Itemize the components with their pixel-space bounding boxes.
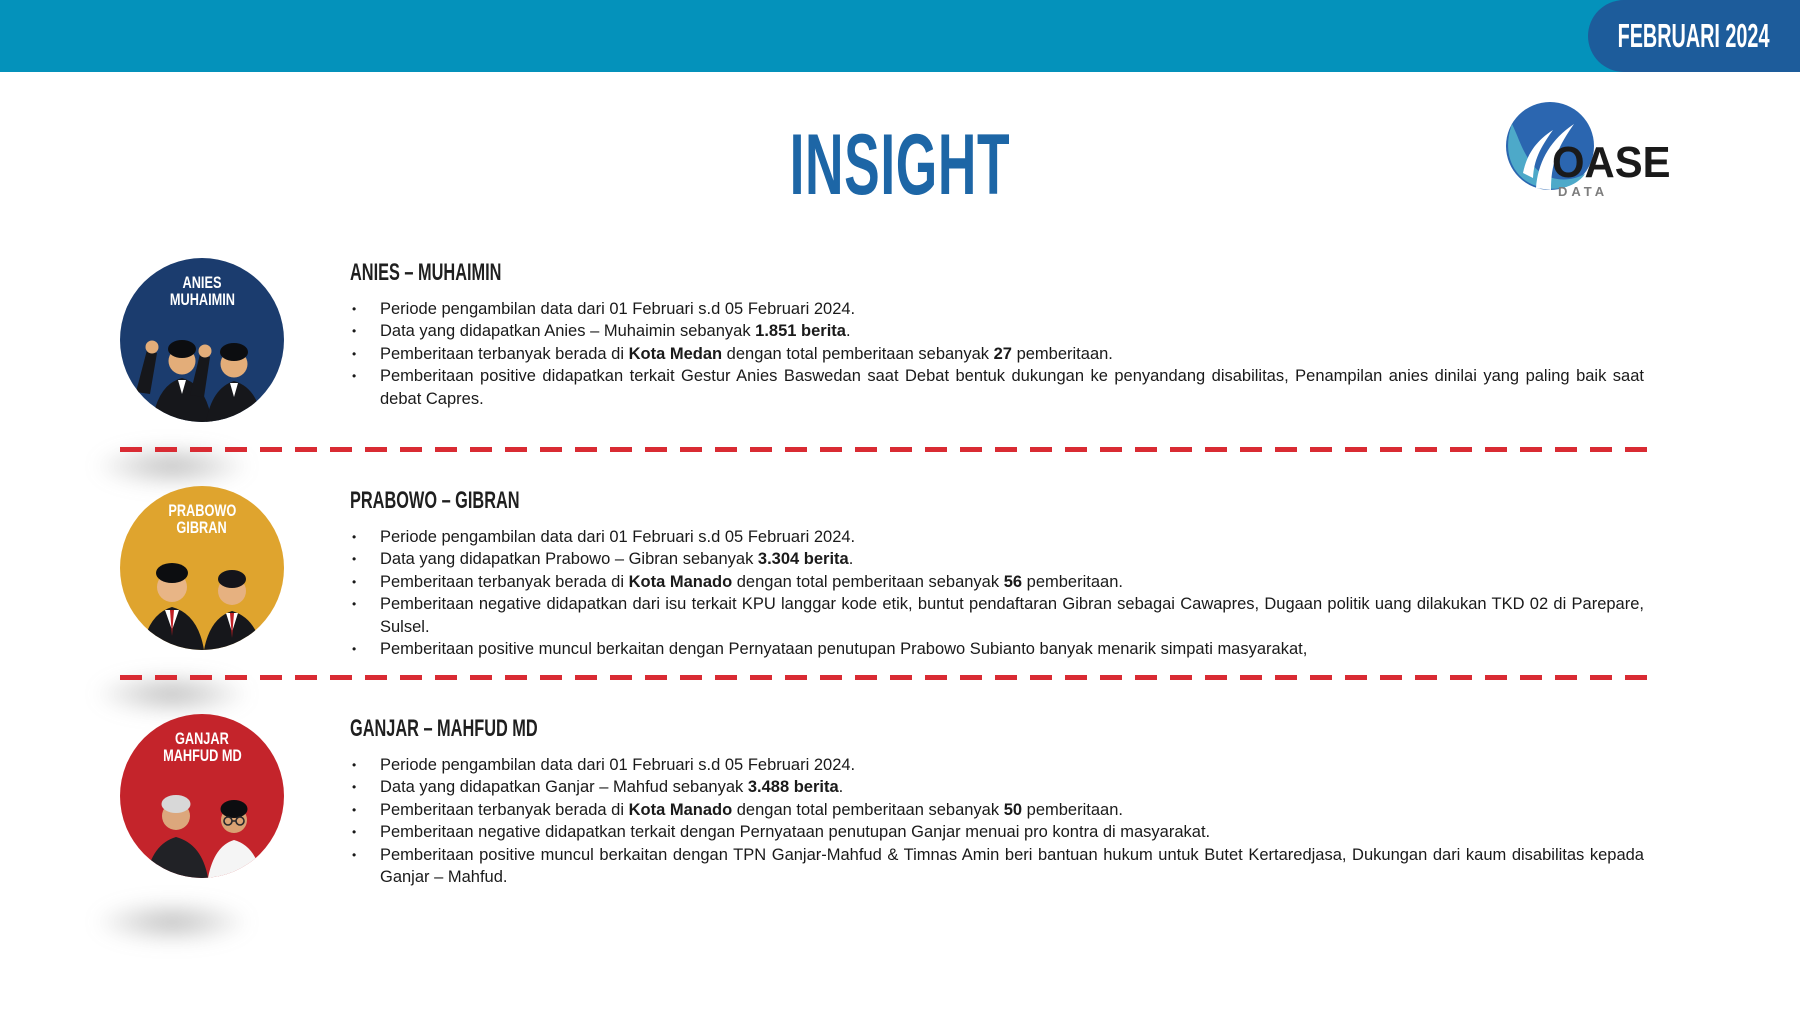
avatar-shadow	[92, 900, 252, 944]
insight-bullet: • Data yang didapatkan Anies – Muhaimin sebanyak 1.851 berita.	[352, 322, 851, 341]
oase-logo	[1506, 100, 1706, 210]
logo-name: OASE	[1552, 138, 1671, 187]
insight-bullet: • Pemberitaan terbanyak berada di Kota Manado dengan total pemberitaan sebanyak 50 pemberitaan.	[352, 800, 1123, 819]
insight-bullet-list	[352, 526, 1644, 660]
month-badge-label: FEBRUARI 2024	[1618, 17, 1770, 54]
prabowo-gibran-photo	[120, 486, 284, 650]
insight-bullet: • Data yang didapatkan Ganjar – Mahfud sebanyak 3.488 berita.	[352, 778, 844, 797]
insight-bullet-list	[352, 754, 1644, 888]
insight-bullet: • Pemberitaan negative didapatkan terkait dengan Pernyataan penutupan Ganjar menuai pro kontra di masyarakat.	[352, 823, 1211, 842]
candidate-heading: ANIES – MUHAIMIN	[350, 259, 502, 286]
ganjar-mahfud-photo	[120, 714, 284, 878]
candidate-heading: PRABOWO – GIBRAN	[350, 487, 520, 514]
insight-bullet: • Pemberitaan terbanyak berada di Kota Manado dengan total pemberitaan sebanyak 56 pemberitaan.	[352, 572, 1123, 591]
dashed-separator	[120, 447, 1657, 452]
insight-bullet: • Pemberitaan positive muncul berkaitan dengan TPN Ganjar-Mahfud & Timnas Amin beri bantuan hukum untuk Butet Kertaredjasa, Dukungan dari kaum disabilitas kepada Ganjar – Mahfud.	[352, 845, 1644, 887]
insight-bullet-list	[352, 298, 1644, 410]
candidate-section	[0, 712, 1800, 942]
insight-bullet: • Pemberitaan negative didapatkan dari isu terkait KPU langgar kode etik, buntut pendaftaran Gibran sebagai Cawapres, Dugaan politik uang dilakukan TKD 02 di Parepare, Sulsel.	[352, 595, 1644, 636]
top-bar	[0, 0, 1800, 72]
insight-bullet: • Pemberitaan terbanyak berada di Kota Medan dengan total pemberitaan sebanyak 27 pemberitaan.	[352, 344, 1113, 363]
insight-bullet: • Periode pengambilan data dari 01 Februari s.d 05 Februari 2024.	[352, 756, 856, 774]
insight-bullet: • Pemberitaan positive muncul berkaitan dengan Pernyataan penutupan Prabowo Subianto banyak menarik simpati masyarakat,	[352, 640, 1308, 659]
month-badge	[1588, 0, 1800, 72]
candidate-section	[0, 256, 1800, 486]
avatar-label: GANJAR MAHFUD MD	[162, 729, 242, 765]
avatar-label: PRABOWO GIBRAN	[167, 501, 236, 537]
candidate-section	[0, 484, 1800, 714]
insight-bullet: • Data yang didapatkan Prabowo – Gibran sebanyak 3.304 berita.	[352, 550, 854, 569]
insight-bullet: • Periode pengambilan data dari 01 Februari s.d 05 Februari 2024.	[352, 300, 856, 318]
insight-bullet: • Pemberitaan positive didapatkan terkait Gestur Anies Baswedan saat Debat bentuk dukungan ke penyandang disabilitas, Penampilan anies dinilai yang paling baik saat debat Capres.	[352, 367, 1644, 408]
logo-subtitle: DATA	[1558, 184, 1609, 199]
candidate-heading: GANJAR – MAHFUD MD	[350, 715, 538, 742]
insight-bullet: • Periode pengambilan data dari 01 Februari s.d 05 Februari 2024.	[352, 528, 856, 546]
page-title: INSIGHT	[789, 117, 1011, 213]
dashed-separator	[120, 675, 1657, 680]
avatar-label: ANIES MUHAIMIN	[169, 273, 235, 309]
anies-muhaimin-photo	[120, 258, 284, 422]
